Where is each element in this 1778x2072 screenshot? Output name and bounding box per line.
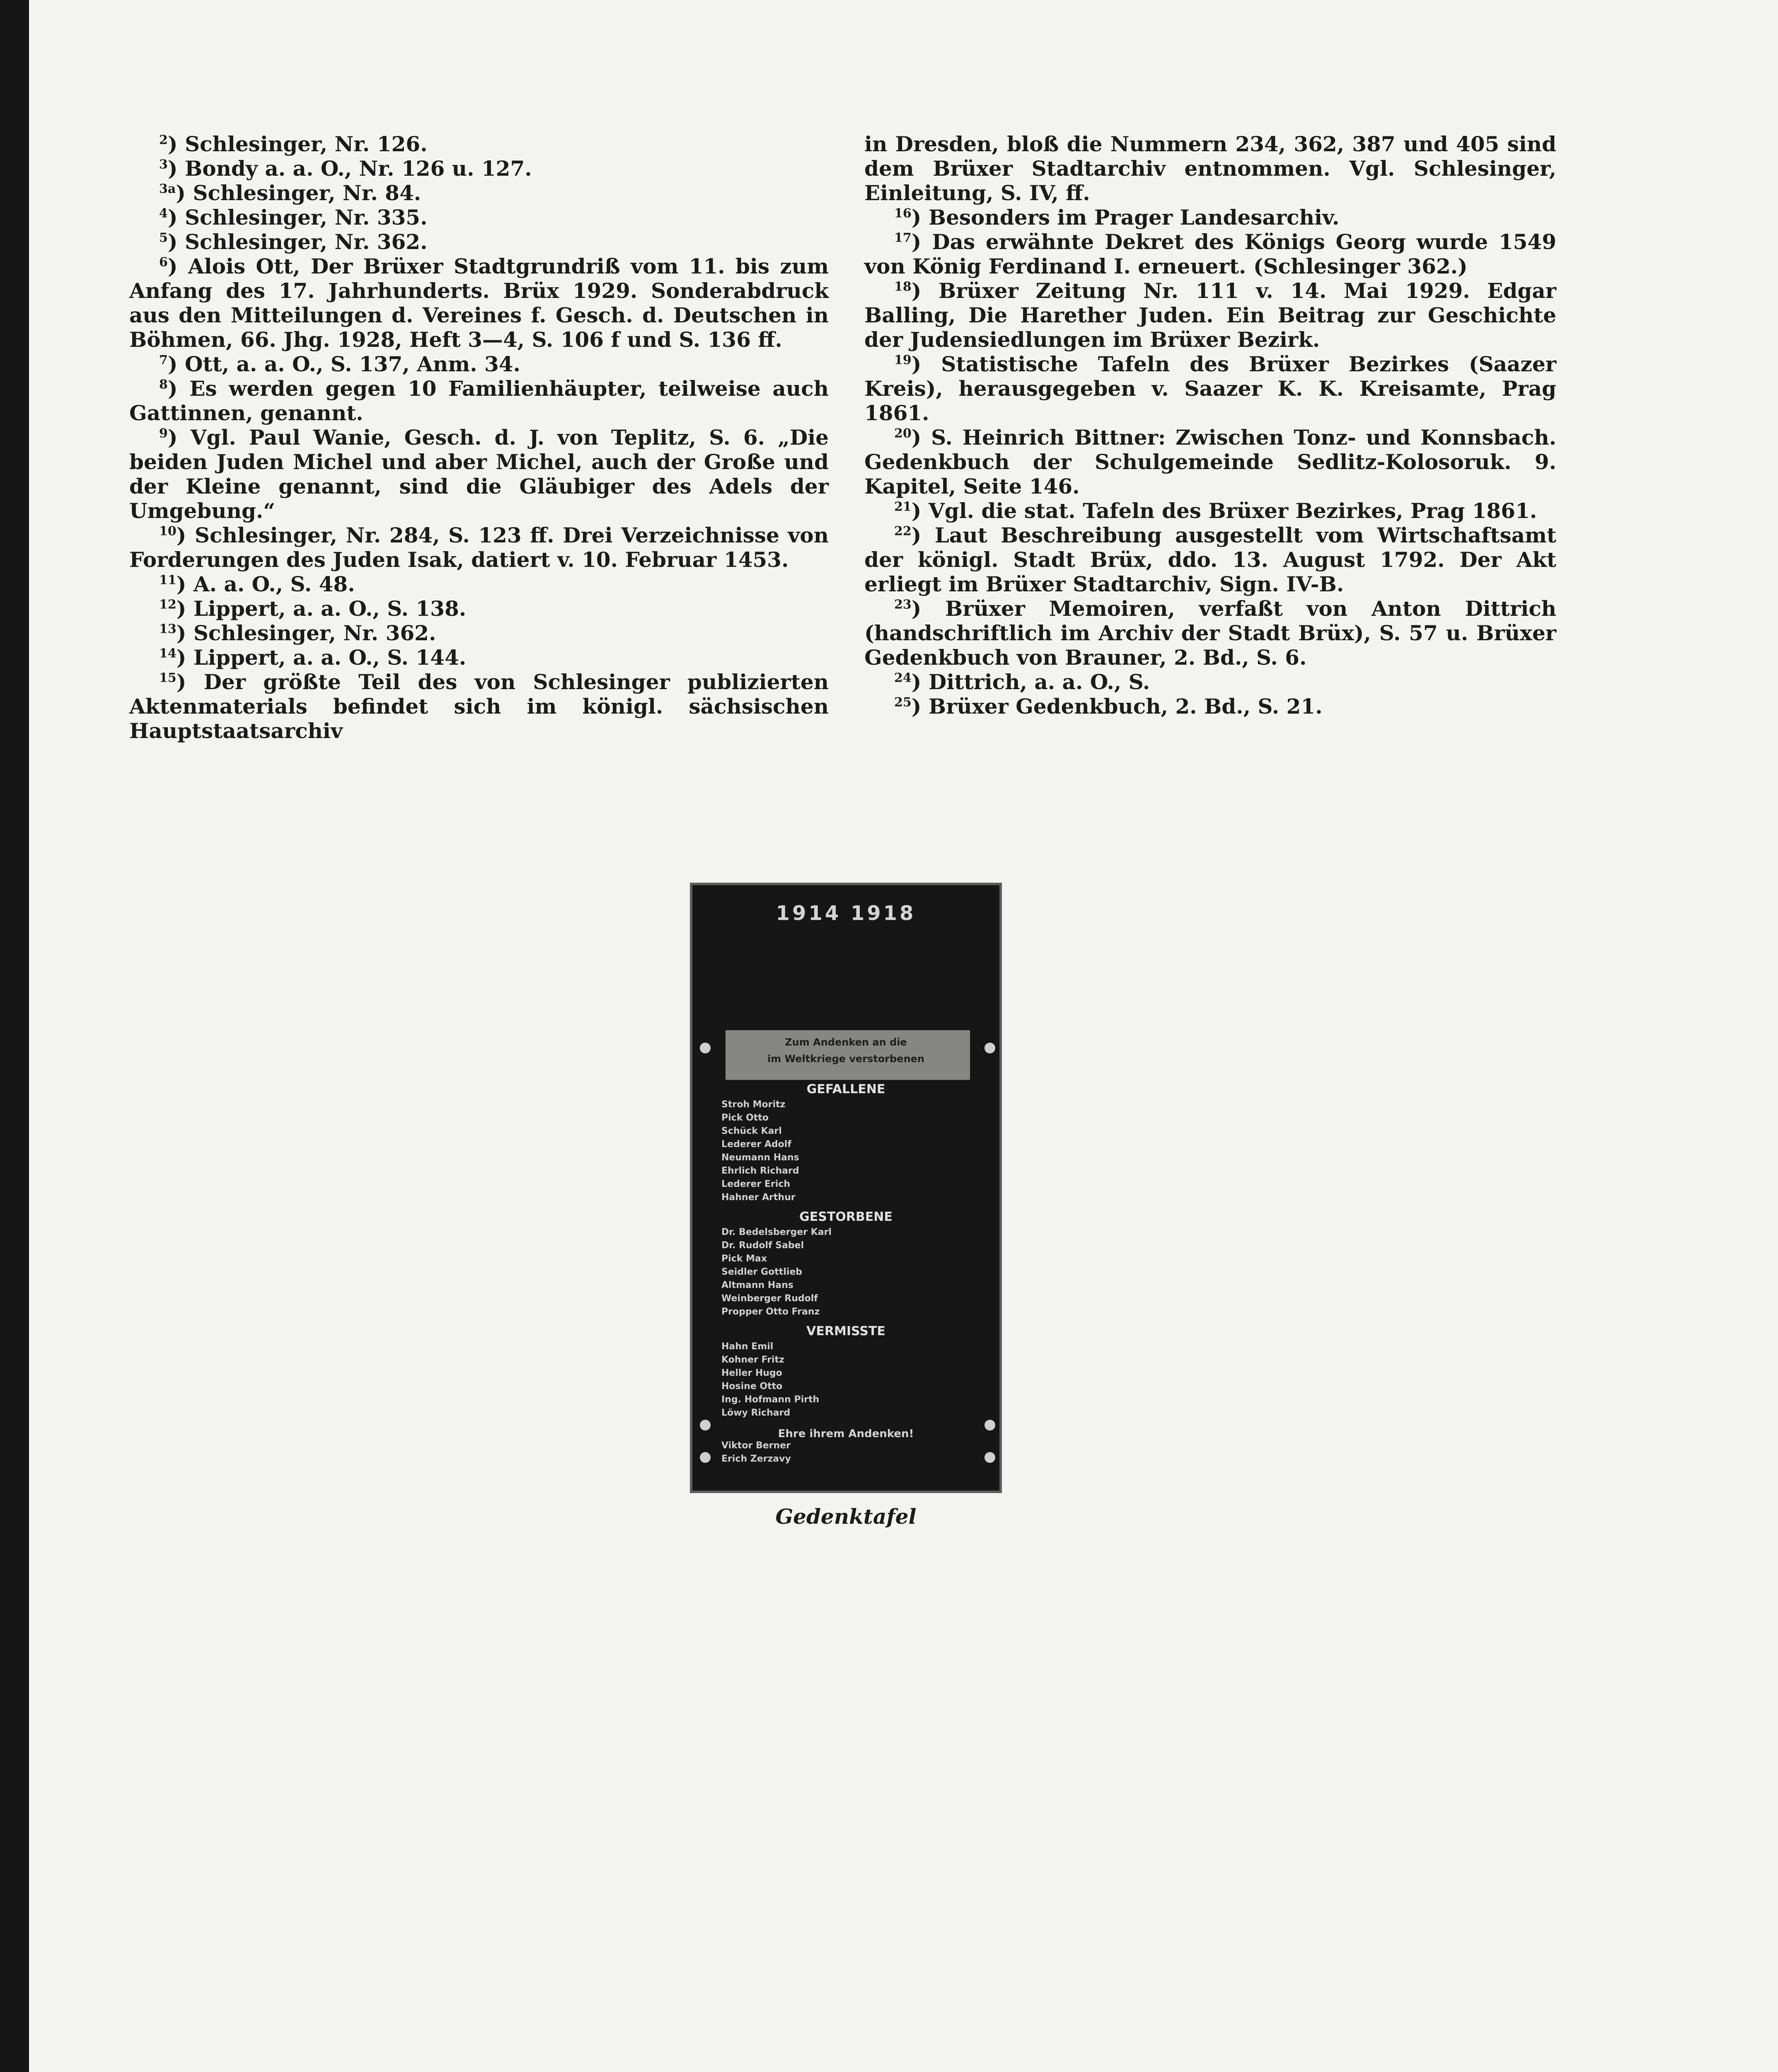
plaque-name: Lederer Adolf (721, 1139, 791, 1150)
footnote-paren: ) (911, 278, 939, 303)
footnote-text: Es werden gegen 10 Familienhäupter, teilweise auch Gattinnen, genannt. (129, 376, 829, 425)
footnote-number: 18 (894, 279, 912, 294)
footnote-number: 14 (159, 646, 177, 661)
plaque-bolt (985, 1452, 995, 1463)
footnote-number: 13 (159, 622, 177, 637)
figure-caption: Gedenktafel (775, 1504, 917, 1529)
footnote-paren: ) (176, 523, 195, 547)
plaque-name: Weinberger Rudolf (721, 1293, 818, 1304)
footnote (129, 181, 829, 205)
footnote-paren: ) (911, 596, 946, 621)
footnote-text: Bondy a. a. O., Nr. 126 u. 127. (184, 156, 532, 181)
footnote-paren: ) (176, 181, 193, 205)
plaque-name: Ehrlich Richard (721, 1166, 799, 1176)
plaque-name: Hosine Otto (721, 1381, 783, 1392)
footnote-paren: ) (176, 670, 204, 694)
footnote-paren: ) (167, 156, 185, 181)
plaque-name: Altmann Hans (721, 1280, 793, 1290)
plaque-died-heading: GESTORBENE (799, 1210, 893, 1224)
plaque-fallen-row (721, 1166, 974, 1178)
footnote-text: Lippert, a. a. O., S. 138. (193, 596, 467, 621)
plaque-missing-row (721, 1368, 974, 1380)
footnote (864, 670, 1556, 694)
footnote-number: 15 (159, 670, 177, 685)
plaque-missing-row (721, 1394, 974, 1407)
footnote-text: Schlesinger, Nr. 84. (193, 181, 421, 205)
footnote (129, 376, 829, 425)
plaque-honor-line: Ehre ihrem Andenken! (778, 1428, 914, 1440)
footnote-paren: ) (911, 230, 932, 254)
footnote-number: 24 (894, 670, 912, 685)
plaque-name: Schück Karl (721, 1126, 782, 1136)
footnote-paren: ) (167, 205, 185, 230)
plaque-died-row (721, 1254, 974, 1266)
plaque-addendum-row (721, 1454, 974, 1466)
plaque-fallen-row (721, 1113, 974, 1125)
plaque-name: Pick Max (721, 1254, 767, 1264)
footnote-text: Ott, a. a. O., S. 137, Anm. 34. (184, 352, 520, 376)
footnote (864, 352, 1556, 425)
plaque-name: Stroh Moritz (721, 1099, 786, 1110)
footnote (129, 156, 829, 181)
footnote (129, 425, 829, 523)
footnote-number: 2 (159, 133, 168, 148)
footnote-text: S. Heinrich Bittner: Zwischen Tonz- und Konnsbach. Gedenkbuch der Schulgemeinde Sedlitz-Kolosoruk. 9. Kapitel, Seite 146. (864, 425, 1556, 499)
plaque-name: Hahner Arthur (721, 1192, 796, 1203)
footnote-number: 22 (894, 524, 912, 539)
footnote (129, 205, 829, 230)
footnote (864, 425, 1556, 499)
plaque-bolt (700, 1420, 711, 1431)
plaque-name: Viktor Berner (721, 1440, 791, 1451)
plaque-missing-row (721, 1341, 974, 1354)
footnote (129, 670, 829, 743)
plaque-name: Pick Otto (721, 1113, 769, 1123)
footnote (129, 230, 829, 254)
footnote-text: Lippert, a. a. O., S. 144. (193, 645, 467, 670)
footnote-text: Schlesinger, Nr. 362. (193, 621, 436, 645)
plaque-bolt (985, 1420, 995, 1431)
plaque-dedication-line: im Weltkriege verstorbenen (767, 1053, 925, 1065)
footnote-paren: ) (911, 670, 929, 694)
plaque-fallen-row (721, 1152, 974, 1165)
plaque-bolt (985, 1043, 995, 1053)
footnote-text: Besonders im Prager Landesarchiv. (928, 205, 1340, 230)
plaque-died-row (721, 1240, 974, 1253)
plaque-name: Seidler Gottlieb (721, 1267, 802, 1277)
scan-left-border (0, 0, 29, 2072)
footnote-15-continuation: in Dresden, bloß die Nummern 234, 362, 387 und 405 sind dem Brüxer Stadtarchiv entnommen. Vgl. Schlesinger, Einleitung, S. IV, ff. (864, 132, 1556, 205)
plaque-fallen-row (721, 1139, 974, 1152)
plaque-died-row (721, 1293, 974, 1306)
footnote (129, 645, 829, 670)
plaque-bolt (700, 1452, 711, 1463)
footnote-paren: ) (167, 132, 185, 156)
footnote-text: Vgl. Paul Wanie, Gesch. d. J. von Teplitz, S. 6. „Die beiden Juden Michel und aber Michel, auch der Große und der Kleine genannt, sind die Gläubiger des Adels der Umgebung.“ (129, 425, 829, 523)
memorial-plaque-photo (690, 883, 1002, 1493)
plaque-name: Löwy Richard (721, 1408, 791, 1418)
plaque-fallen-heading: GEFALLENE (806, 1082, 885, 1097)
plaque-name: Ing. Hofmann Pirth (721, 1394, 820, 1405)
footnote-paren: ) (176, 621, 194, 645)
footnote-text: Brüxer Gedenkbuch, 2. Bd., S. 21. (928, 694, 1323, 719)
footnote-number: 9 (159, 426, 168, 441)
footnote-paren: ) (911, 694, 929, 719)
footnotes-left-column (129, 132, 829, 743)
footnote-number: 6 (159, 255, 168, 270)
footnote-text: Schlesinger, Nr. 335. (184, 205, 428, 230)
plaque-name: Lederer Erich (721, 1179, 791, 1189)
footnote-number: 12 (159, 597, 177, 612)
plaque-name: Hahn Emil (721, 1341, 774, 1352)
plaque-died-row (721, 1280, 974, 1293)
footnote (129, 523, 829, 572)
footnote-number: 25 (894, 695, 912, 710)
footnote-paren: ) (167, 376, 190, 401)
plaque-missing-row (721, 1355, 974, 1367)
footnote-text: Schlesinger, Nr. 362. (184, 230, 428, 254)
plaque-missing-row (721, 1408, 974, 1420)
footnote-paren: ) (176, 572, 194, 596)
plaque-name: Erich Zerzavy (721, 1454, 791, 1464)
footnote-text: Dittrich, a. a. O., S. (928, 670, 1150, 694)
footnote-paren: ) (167, 254, 188, 278)
plaque-name: Heller Hugo (721, 1368, 782, 1378)
footnote-paren: ) (911, 205, 929, 230)
footnote (129, 621, 829, 645)
footnote (864, 230, 1556, 278)
footnote-number: 7 (159, 353, 168, 368)
footnote (864, 523, 1556, 596)
footnotes-right-column (864, 132, 1556, 719)
plaque-missing-row (721, 1381, 974, 1394)
footnote-number: 19 (894, 353, 912, 368)
footnote (864, 694, 1556, 719)
footnote (129, 132, 829, 156)
plaque-fallen-row (721, 1099, 974, 1112)
footnote-number: 23 (894, 597, 912, 612)
footnote (129, 572, 829, 596)
footnote-paren: ) (911, 352, 941, 376)
footnote-number: 11 (159, 573, 177, 588)
plaque-died-row (721, 1307, 974, 1319)
footnote-text: Brüxer Memoiren, verfaßt von Anton Dittrich (handschriftlich im Archiv der Stadt Brüx), S. 57 u. Brüxer Gedenkbuch von Brauner, 2. Bd., S. 6. (864, 596, 1556, 670)
footnote-number: 20 (894, 426, 912, 441)
footnote-text: Vgl. die stat. Tafeln des Brüxer Bezirkes, Prag 1861. (928, 499, 1537, 523)
plaque-died-row (721, 1227, 974, 1239)
footnote (129, 254, 829, 352)
footnote (129, 352, 829, 376)
footnote-paren: ) (167, 230, 185, 254)
plaque-died-row (721, 1267, 974, 1279)
footnote-number: 16 (894, 206, 912, 221)
footnote-number: 17 (894, 230, 912, 245)
footnote-number: 3a (159, 182, 176, 196)
footnote (864, 278, 1556, 352)
plaque-name: Neumann Hans (721, 1152, 799, 1163)
footnote-paren: ) (167, 425, 191, 450)
footnote-text: Schlesinger, Nr. 126. (184, 132, 428, 156)
footnote (864, 499, 1556, 523)
footnote-text: Der größte Teil des von Schlesinger publizierten Aktenmaterials befindet sich im königl. sächsischen Hauptstaatsarchiv (129, 670, 829, 743)
plaque-name: Dr. Rudolf Sabel (721, 1240, 804, 1251)
plaque-years: 1914 1918 (776, 902, 916, 925)
plaque-addendum-row (721, 1440, 974, 1453)
footnote-text: Brüxer Zeitung Nr. 111 v. 14. Mai 1929. Edgar Balling, Die Harether Juden. Ein Beitrag zur Geschichte der Judensiedlungen im Brüxer Bezirk. (864, 278, 1556, 352)
footnote-paren: ) (176, 596, 194, 621)
footnote-number: 3 (159, 157, 168, 172)
footnote-paren: ) (911, 523, 935, 547)
plaque-dedication-line: Zum Andenken an die (785, 1036, 907, 1048)
footnote-text: A. a. O., S. 48. (193, 572, 355, 596)
footnote-text: Statistische Tafeln des Brüxer Bezirkes (Saazer Kreis), herausgegeben v. Saazer K. K. Kreisamte, Prag 1861. (864, 352, 1556, 425)
plaque-fallen-row (721, 1126, 974, 1138)
footnote-text: Alois Ott, Der Brüxer Stadtgrundriß vom 11. bis zum Anfang des 17. Jahrhunderts. Brüx 1929. Sonderabdruck aus den Mitteilungen d. Vereines f. Gesch. d. Deutschen in Böhmen, 66. Jhg. 1928, Heft 3—4, S. 106 f und S. 136 ff. (129, 254, 829, 352)
footnote-paren: ) (167, 352, 185, 376)
footnote-text: Das erwähnte Dekret des Königs Georg wurde 1549 von König Ferdinand I. erneuert. (Schlesinger 362.) (864, 230, 1556, 278)
footnote-paren: ) (176, 645, 194, 670)
footnote-paren: ) (911, 499, 929, 523)
plaque-name: Dr. Bedelsberger Karl (721, 1227, 832, 1237)
footnote (864, 596, 1556, 670)
plaque-name: Propper Otto Franz (721, 1307, 820, 1317)
footnote-number: 8 (159, 377, 168, 392)
footnote-number: 21 (894, 499, 912, 514)
footnote-number: 4 (159, 206, 168, 221)
footnote (864, 205, 1556, 230)
footnote-number: 5 (159, 230, 168, 245)
footnote-paren: ) (911, 425, 931, 450)
plaque-missing-heading: VERMISSTE (806, 1324, 885, 1339)
footnote-number: 10 (159, 524, 177, 539)
plaque-fallen-row (721, 1179, 974, 1191)
plaque-name: Kohner Fritz (721, 1355, 784, 1365)
plaque-fallen-row (721, 1192, 974, 1205)
plaque-bolt (700, 1043, 711, 1053)
footnote-text: Laut Beschreibung ausgestellt vom Wirtschaftsamt der königl. Stadt Brüx, ddo. 13. August 1792. Der Akt erliegt im Brüxer Stadtarchiv, Sign. IV-B. (864, 523, 1556, 596)
footnote (129, 596, 829, 621)
footnote-text: Schlesinger, Nr. 284, S. 123 ff. Drei Verzeichnisse von Forderungen des Juden Isak, datiert v. 10. Februar 1453. (129, 523, 829, 572)
